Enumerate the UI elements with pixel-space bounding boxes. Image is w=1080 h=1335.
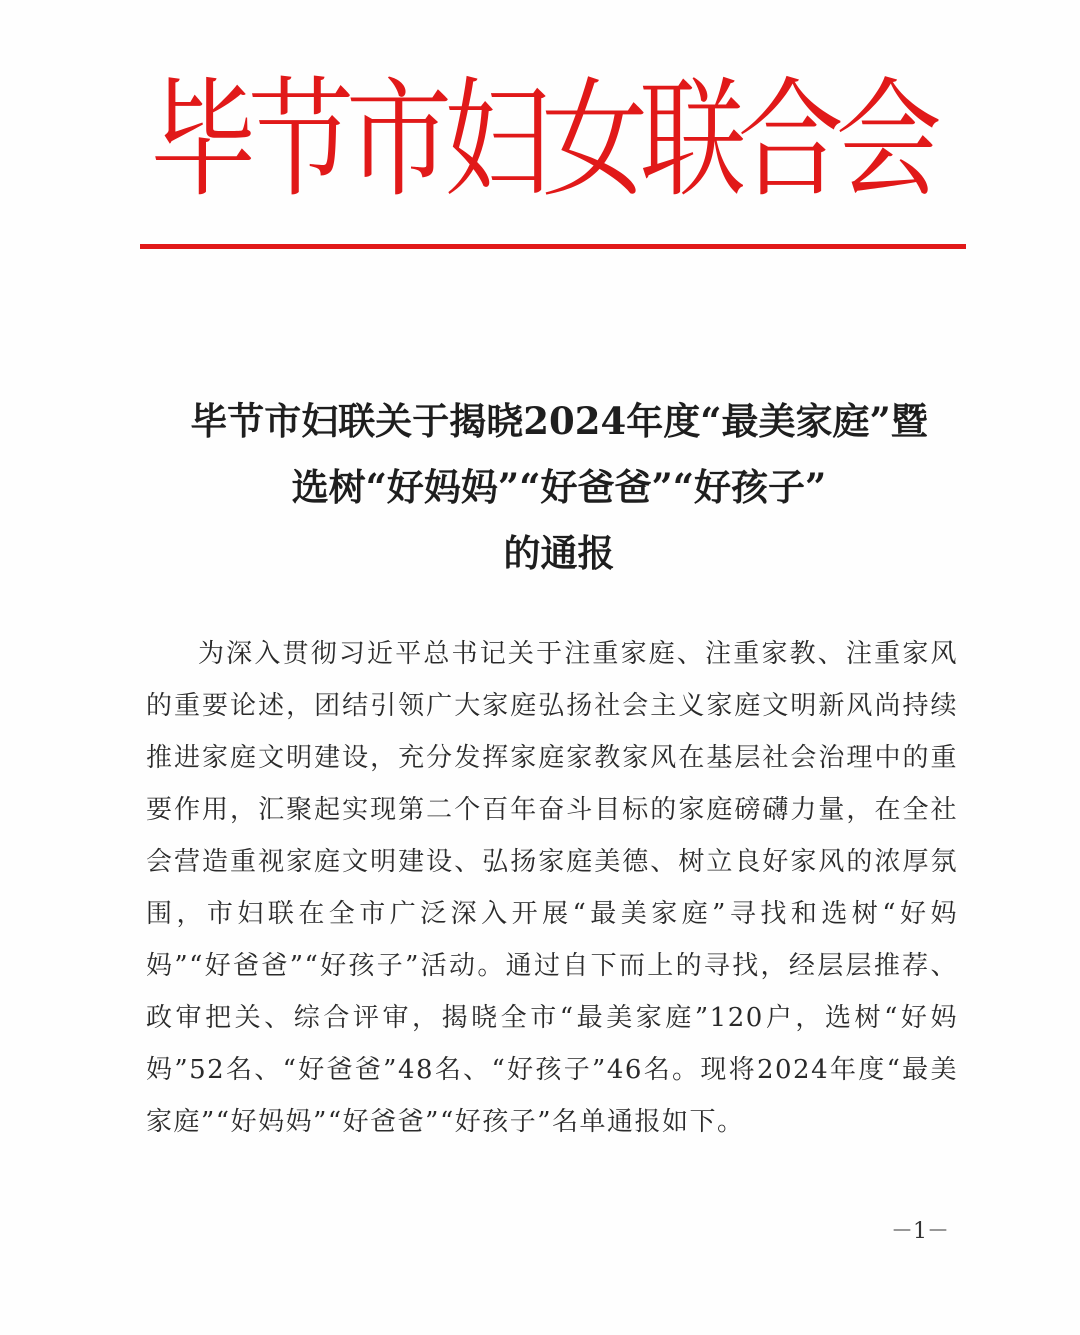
body-paragraph: 为深入贯彻习近平总书记关于注重家庭、注重家教、注重家风的重要论述，团结引领广大家庭弘扬社会主义家庭文明新风尚持续推进家庭文明建设，充分发挥家庭家教家风在基层社会治理中的重要作用，汇聚起实现第二个百年奋斗目标的家庭磅礴力量，在全社会营造重视家庭文明建设、弘扬家庭美德、树立良好家风的浓厚氛围，市妇联在全市广泛深入开展“最美家庭”寻找和选树“好妈妈”“好爸爸”“好孩子”活动。通过自下而上的寻找，经层层推荐、政审把关、综合评审，揭晓全市“最美家庭”120户，选树“好妈妈”52名、“好爸爸”48名、“好孩子”46名。现将2024年度“最美家庭”“好妈妈”“好爸爸”“好孩子”名单通报如下。 [146, 639, 958, 1137]
title-line-3: 的通报 [503, 531, 615, 575]
title-line-2: 选树“好妈妈”“好爸爸”“好孩子” [291, 465, 827, 509]
org-masthead: 毕节市妇女联合会 [150, 66, 934, 215]
notice-title [148, 388, 970, 586]
page-number: －1－ [891, 1219, 949, 1244]
red-divider-line [140, 244, 966, 249]
title-line-1: 毕节市妇联关于揭晓2024年度“最美家庭”暨 [190, 399, 928, 443]
